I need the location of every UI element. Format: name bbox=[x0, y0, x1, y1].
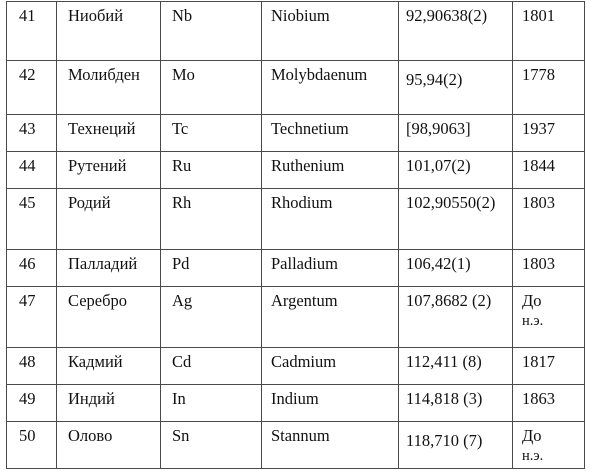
atomic-number-cell: 47 bbox=[7, 287, 57, 348]
discovery-year-cell: 1801 bbox=[513, 2, 585, 61]
symbol-cell: Cd bbox=[161, 348, 262, 385]
discovery-year-cell: 1863 bbox=[513, 385, 585, 422]
table-row bbox=[7, 115, 585, 152]
latin-name-cell: Technetium bbox=[262, 115, 399, 152]
symbol-cell: Pd bbox=[161, 250, 262, 287]
russian-name-cell: Рутений bbox=[57, 152, 161, 189]
atomic-number-cell: 42 bbox=[7, 61, 57, 115]
symbol-cell: Ag bbox=[161, 287, 262, 348]
atomic-number-cell: 48 bbox=[7, 348, 57, 385]
atomic-mass-cell: 118,710 (7) bbox=[399, 422, 513, 469]
elements-table bbox=[6, 1, 585, 469]
table-row bbox=[7, 385, 585, 422]
discovery-year-cell: 1803 bbox=[513, 250, 585, 287]
symbol-cell: Nb bbox=[161, 2, 262, 61]
latin-name-cell: Cadmium bbox=[262, 348, 399, 385]
russian-name-cell: Палладий bbox=[57, 250, 161, 287]
russian-name-cell: Олово bbox=[57, 422, 161, 469]
year-line-1: До bbox=[522, 291, 542, 310]
atomic-number-cell: 45 bbox=[7, 189, 57, 250]
atomic-number-cell: 49 bbox=[7, 385, 57, 422]
table-row bbox=[7, 422, 585, 469]
symbol-cell: Sn bbox=[161, 422, 262, 469]
russian-name-cell: Молибден bbox=[57, 61, 161, 115]
symbol-cell: Ru bbox=[161, 152, 262, 189]
symbol-cell: Rh bbox=[161, 189, 262, 250]
table-row bbox=[7, 250, 585, 287]
russian-name-cell: Ниобий bbox=[57, 2, 161, 61]
latin-name-cell: Ruthenium bbox=[262, 152, 399, 189]
discovery-year-cell: 1817 bbox=[513, 348, 585, 385]
symbol-cell: Tc bbox=[161, 115, 262, 152]
atomic-number-cell: 43 bbox=[7, 115, 57, 152]
table-row bbox=[7, 2, 585, 61]
russian-name-cell: Индий bbox=[57, 385, 161, 422]
year-line-2: н.э. bbox=[522, 313, 544, 329]
russian-name-cell: Серебро bbox=[57, 287, 161, 348]
symbol-cell: In bbox=[161, 385, 262, 422]
discovery-year-cell bbox=[513, 422, 585, 469]
symbol-cell: Mo bbox=[161, 61, 262, 115]
atomic-mass-cell: 101,07(2) bbox=[399, 152, 513, 189]
atomic-number-cell: 46 bbox=[7, 250, 57, 287]
latin-name-cell: Argentum bbox=[262, 287, 399, 348]
discovery-year-cell: 1844 bbox=[513, 152, 585, 189]
atomic-mass-cell: 112,411 (8) bbox=[399, 348, 513, 385]
table-row bbox=[7, 348, 585, 385]
atomic-mass-cell: 95,94(2) bbox=[399, 61, 513, 115]
russian-name-cell: Кадмий bbox=[57, 348, 161, 385]
russian-name-cell: Технеций bbox=[57, 115, 161, 152]
year-line-2: н.э. bbox=[522, 448, 544, 464]
latin-name-cell: Molybdaenum bbox=[262, 61, 399, 115]
atomic-mass-cell: 106,42(1) bbox=[399, 250, 513, 287]
atomic-number-cell: 50 bbox=[7, 422, 57, 469]
atomic-number-cell: 44 bbox=[7, 152, 57, 189]
atomic-mass-cell: 114,818 (3) bbox=[399, 385, 513, 422]
atomic-mass-cell: 102,90550(2) bbox=[399, 189, 513, 250]
latin-name-cell: Rhodium bbox=[262, 189, 399, 250]
atomic-mass-cell: 107,8682 (2) bbox=[399, 287, 513, 348]
discovery-year-cell bbox=[513, 287, 585, 348]
table-row bbox=[7, 189, 585, 250]
latin-name-cell: Indium bbox=[262, 385, 399, 422]
atomic-mass-cell: 92,90638(2) bbox=[399, 2, 513, 61]
discovery-year-cell: 1778 bbox=[513, 61, 585, 115]
table-row bbox=[7, 152, 585, 189]
latin-name-cell: Niobium bbox=[262, 2, 399, 61]
discovery-year-cell: 1803 bbox=[513, 189, 585, 250]
table-row bbox=[7, 287, 585, 348]
discovery-year-cell: 1937 bbox=[513, 115, 585, 152]
year-line-1: До bbox=[522, 426, 542, 445]
atomic-mass-cell: [98,9063] bbox=[399, 115, 513, 152]
latin-name-cell: Palladium bbox=[262, 250, 399, 287]
table-row bbox=[7, 61, 585, 115]
russian-name-cell: Родий bbox=[57, 189, 161, 250]
latin-name-cell: Stannum bbox=[262, 422, 399, 469]
atomic-number-cell: 41 bbox=[7, 2, 57, 61]
